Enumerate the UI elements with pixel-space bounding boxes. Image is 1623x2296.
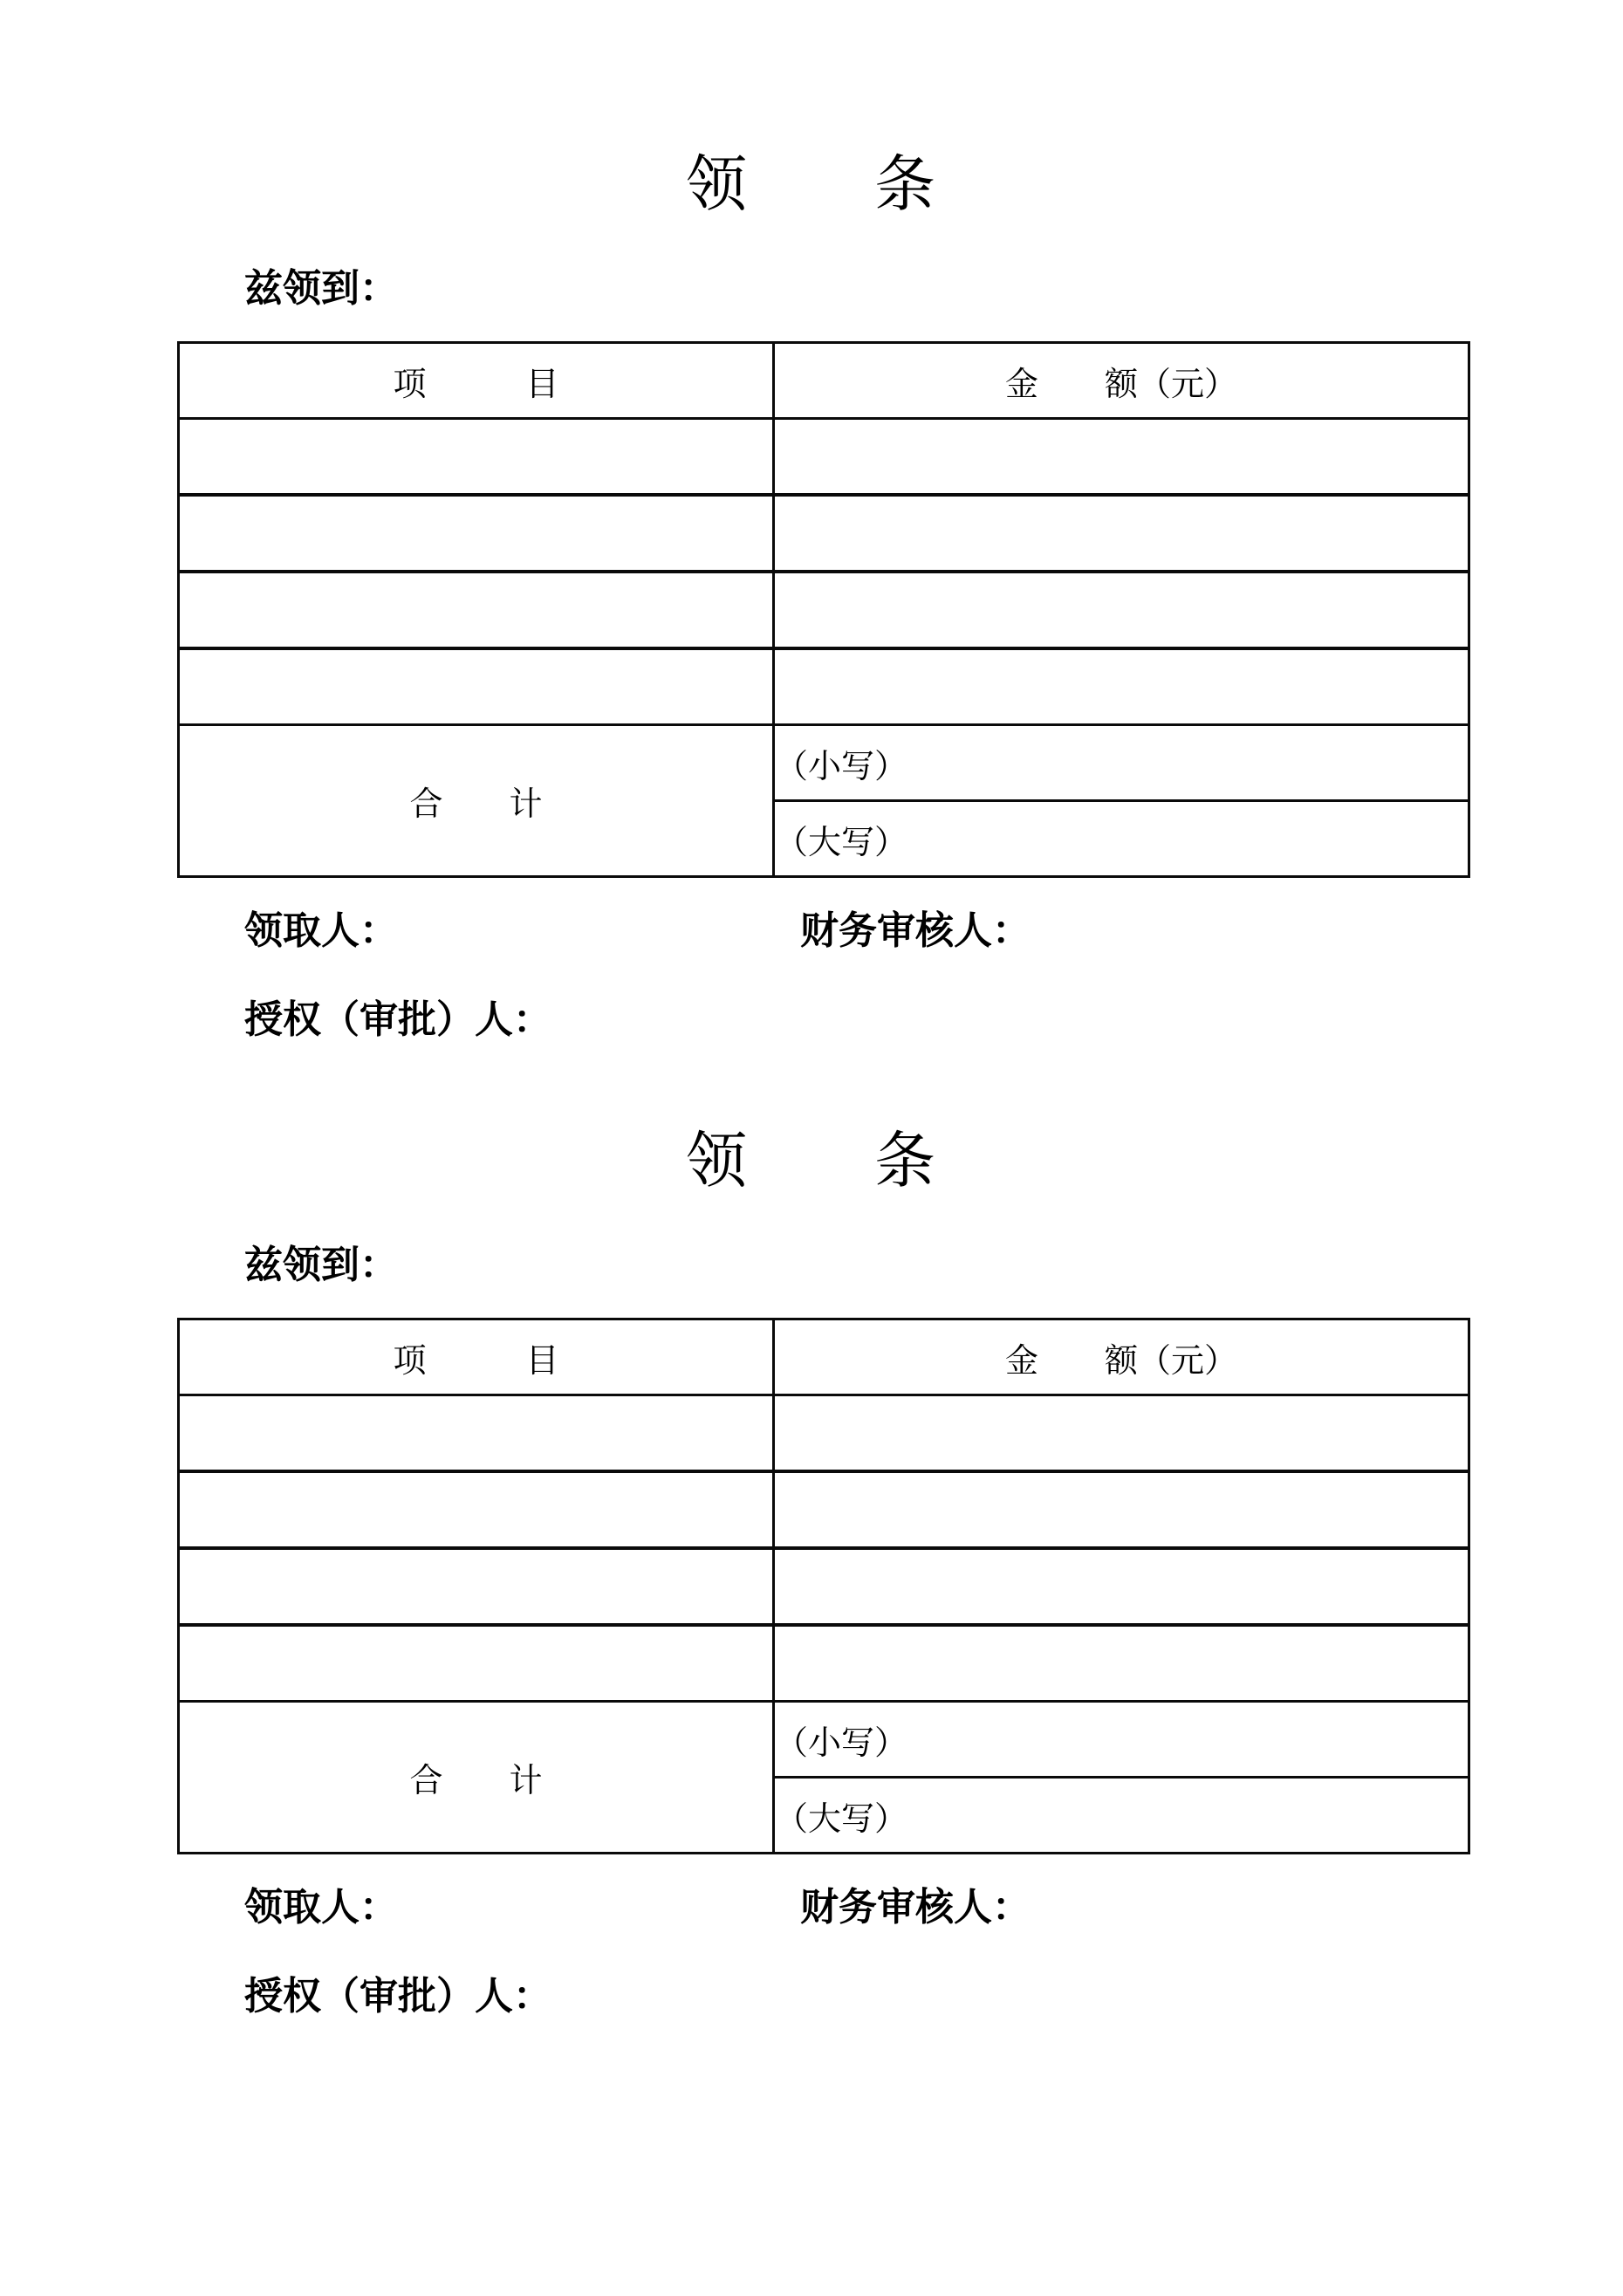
- total-label-cell: 合 计: [179, 725, 774, 877]
- item-cell-empty: [179, 648, 774, 725]
- item-cell-empty: [179, 572, 774, 648]
- item-cell-empty: [179, 1548, 774, 1625]
- finance-reviewer-label: 财务审核人：: [800, 909, 1031, 952]
- header-amount-cell: 金 额（元）: [774, 343, 1469, 419]
- amount-numerals-cell: （小写）: [774, 725, 1469, 801]
- signature-row: [0, 909, 1623, 953]
- item-cell-empty: [179, 1625, 774, 1702]
- finance-reviewer-label: 财务审核人：: [800, 1886, 1031, 1929]
- amount-numerals-cell: （小写）: [774, 1702, 1469, 1778]
- recipient-label: 领取人：: [244, 909, 398, 952]
- slip-title: 领 条: [686, 152, 937, 219]
- amount-cell-empty: [774, 1395, 1469, 1472]
- table-row: [179, 1625, 1469, 1702]
- amount-cell-empty: [774, 572, 1469, 648]
- table-row: [179, 572, 1469, 648]
- item-cell-empty: [179, 495, 774, 572]
- table-row: [179, 648, 1469, 725]
- header-item-cell: 项 目: [179, 1319, 774, 1395]
- table-row: [179, 419, 1469, 496]
- total-row-numerals: [179, 725, 1469, 801]
- table-row: [179, 495, 1469, 572]
- claim-table: [177, 1318, 1470, 1854]
- item-cell-empty: [179, 1471, 774, 1548]
- table-header-row: [179, 343, 1469, 419]
- item-cell-empty: [179, 419, 774, 496]
- signature-row: [0, 1886, 1623, 1929]
- table-row: [179, 1548, 1469, 1625]
- amount-cell-empty: [774, 1625, 1469, 1702]
- claim-slip-1: [0, 153, 1623, 1042]
- amount-cell-empty: [774, 1548, 1469, 1625]
- lead-label: 兹领到：: [244, 1244, 398, 1286]
- amount-words-cell: （大写）: [774, 1778, 1469, 1854]
- amount-cell-empty: [774, 1471, 1469, 1548]
- table-row: [179, 1395, 1469, 1472]
- total-row-numerals: [179, 1702, 1469, 1778]
- claim-table: [177, 341, 1470, 878]
- amount-words-cell: （大写）: [774, 801, 1469, 877]
- authorizer-label: 授权（审批）人：: [244, 1975, 551, 2018]
- header-amount-cell: 金 额（元）: [774, 1319, 1469, 1395]
- amount-cell-empty: [774, 648, 1469, 725]
- table-header-row: [179, 1319, 1469, 1395]
- item-cell-empty: [179, 1395, 774, 1472]
- table-row: [179, 1471, 1469, 1548]
- recipient-label: 领取人：: [244, 1886, 398, 1929]
- total-label-cell: 合 计: [179, 1702, 774, 1854]
- amount-cell-empty: [774, 495, 1469, 572]
- claim-slip-2: [0, 1129, 1623, 2018]
- header-item-cell: 项 目: [179, 343, 774, 419]
- lead-label: 兹领到：: [244, 267, 398, 310]
- amount-cell-empty: [774, 419, 1469, 496]
- slip-title: 领 条: [686, 1128, 937, 1196]
- authorizer-label: 授权（审批）人：: [244, 998, 551, 1041]
